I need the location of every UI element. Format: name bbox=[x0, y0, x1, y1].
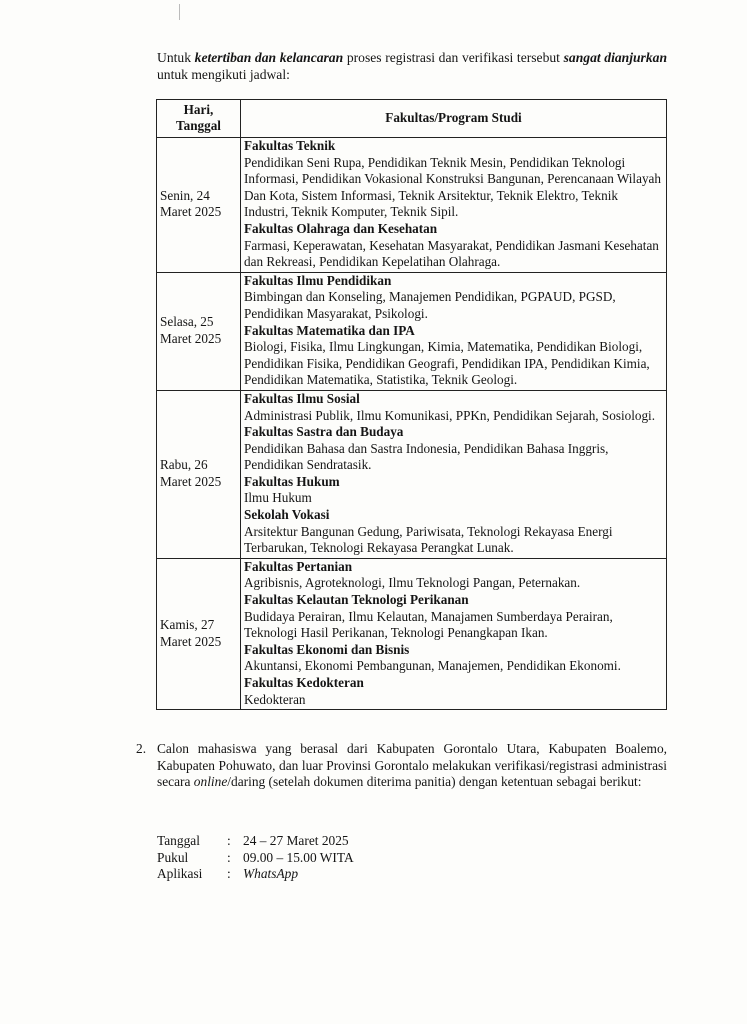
intro-emphasis-2: sangat dianjurkan bbox=[563, 50, 668, 65]
program-list: Kedokteran bbox=[244, 691, 306, 707]
info-label: Pukul bbox=[157, 849, 189, 865]
faculty-cell bbox=[241, 138, 667, 273]
program-list: Biologi, Fisika, Ilmu Lingkungan, Kimia, Matematika, Pendidikan Biologi, Pendidikan Fisika, Pendidikan Geografi, Pendidikan IPA, Pendidikan Kimia, Pendidikan Matematika, Statistika, Teknik Geologi. bbox=[244, 339, 650, 388]
list-number: 2. bbox=[136, 741, 147, 756]
info-value: WhatsApp bbox=[243, 866, 299, 881]
faculty-name: Fakultas Kedokteran bbox=[244, 675, 364, 690]
program-list: Pendidikan Bahasa dan Sastra Indonesia, Pendidikan Bahasa Inggris, Pendidikan Sendratasik. bbox=[244, 440, 609, 473]
day-cell: Rabu, 26 Maret 2025 bbox=[157, 390, 241, 558]
faculty-name: Fakultas Hukum bbox=[244, 473, 340, 489]
intro-emphasis-1: ketertiban dan kelancaran bbox=[194, 50, 344, 65]
item2-italic: online bbox=[193, 774, 228, 790]
intro-paragraph bbox=[157, 49, 667, 83]
program-list: Pendidikan Seni Rupa, Pendidikan Teknik Mesin, Pendidikan Teknologi Informasi, Pendidikan Vokasional Konstruksi Bangunan, Perencanaan Wilayah Dan Kota, Sistem Informasi, Teknik Arsitektur, Teknik Elektro, Teknik Industri, Teknik Komputer, Teknik Sipil. bbox=[244, 154, 661, 220]
info-row-pukul bbox=[157, 850, 354, 867]
header-day: Hari, Tanggal bbox=[157, 100, 241, 138]
program-list: Agribisnis, Agroteknologi, Ilmu Teknologi Pangan, Peternakan. bbox=[244, 575, 581, 591]
faculty-name: Fakultas Kelautan Teknologi Perikanan bbox=[244, 592, 469, 608]
header-faculty: Fakultas/Program Studi bbox=[241, 100, 667, 138]
info-row-aplikasi bbox=[157, 866, 354, 883]
faculty-cell bbox=[241, 390, 667, 558]
info-row-tanggal bbox=[157, 833, 354, 850]
faculty-name: Fakultas Sastra dan Budaya bbox=[244, 424, 404, 440]
table-row bbox=[157, 558, 667, 709]
faculty-name: Fakultas Ilmu Pendidikan bbox=[244, 272, 392, 288]
info-separator: : bbox=[227, 866, 231, 881]
program-list: Farmasi, Keperawatan, Kesehatan Masyarakat, Pendidikan Jasmani Kesehatan dan Rekreasi, Pendidikan Kepelatihan Olahraga. bbox=[244, 237, 659, 270]
info-value: 09.00 – 15.00 WITA bbox=[243, 849, 354, 865]
schedule-info bbox=[157, 833, 354, 883]
schedule-body bbox=[157, 138, 667, 710]
program-list: Arsitektur Bangunan Gedung, Pariwisata, Teknologi Rekayasa Energi Terbarukan, Teknologi Rekayasa Perangkat Lunak. bbox=[244, 523, 613, 556]
day-cell: Kamis, 27 Maret 2025 bbox=[157, 558, 241, 709]
day-cell: Selasa, 25 Maret 2025 bbox=[157, 272, 241, 390]
day-cell: Senin, 24 Maret 2025 bbox=[157, 138, 241, 273]
faculty-cell bbox=[241, 558, 667, 709]
faculty-name: Fakultas Pertanian bbox=[244, 558, 353, 574]
schedule-table bbox=[156, 99, 667, 710]
list-item-text bbox=[157, 741, 667, 791]
intro-text-1: Untuk bbox=[157, 50, 195, 65]
program-list: Akuntansi, Ekonomi Pembangunan, Manajemen, Pendidikan Ekonomi. bbox=[244, 658, 621, 674]
table-header-row bbox=[157, 100, 667, 138]
program-list: Ilmu Hukum bbox=[244, 490, 312, 506]
item2-text-2: /daring (setelah dokumen diterima panitia) dengan ketentuan sebagai berikut: bbox=[227, 774, 642, 790]
faculty-name: Fakultas Matematika dan IPA bbox=[244, 322, 415, 338]
info-label: Tanggal bbox=[157, 833, 200, 848]
faculty-cell bbox=[241, 272, 667, 390]
program-list: Administrasi Publik, Ilmu Komunikasi, PPKn, Pendidikan Sejarah, Sosiologi. bbox=[244, 407, 656, 423]
faculty-name: Fakultas Ekonomi dan Bisnis bbox=[244, 641, 410, 657]
info-separator: : bbox=[227, 833, 231, 848]
intro-text-3: untuk mengikuti jadwal: bbox=[157, 67, 290, 82]
info-value: 24 – 27 Maret 2025 bbox=[243, 833, 349, 848]
program-list: Bimbingan dan Konseling, Manajemen Pendidikan, PGPAUD, PGSD, Pendidikan Masyarakat, Psikologi. bbox=[244, 289, 616, 321]
scan-mark bbox=[179, 4, 180, 20]
info-separator: : bbox=[227, 849, 231, 865]
table-row bbox=[157, 390, 667, 558]
intro-text-2: proses registrasi dan verifikasi tersebut bbox=[343, 50, 564, 65]
info-label: Aplikasi bbox=[157, 866, 203, 881]
program-list: Budidaya Perairan, Ilmu Kelautan, Manajamen Sumberdaya Perairan, Teknologi Hasil Perikanan, Teknologi Penangkapan Ikan. bbox=[244, 608, 613, 641]
item2-text-1: Calon mahasiswa yang berasal dari Kabupaten Gorontalo Utara, Kabupaten Boalemo, Kabupaten Pohuwato, dan luar Provinsi Gorontalo melakukan verifikasi/registrasi administrasi secara bbox=[157, 741, 667, 790]
faculty-name: Sekolah Vokasi bbox=[244, 507, 330, 523]
table-row bbox=[157, 272, 667, 390]
faculty-name: Fakultas Ilmu Sosial bbox=[244, 390, 360, 406]
table-row bbox=[157, 138, 667, 273]
faculty-name: Fakultas Teknik bbox=[244, 138, 336, 153]
faculty-name: Fakultas Olahraga dan Kesehatan bbox=[244, 220, 438, 236]
